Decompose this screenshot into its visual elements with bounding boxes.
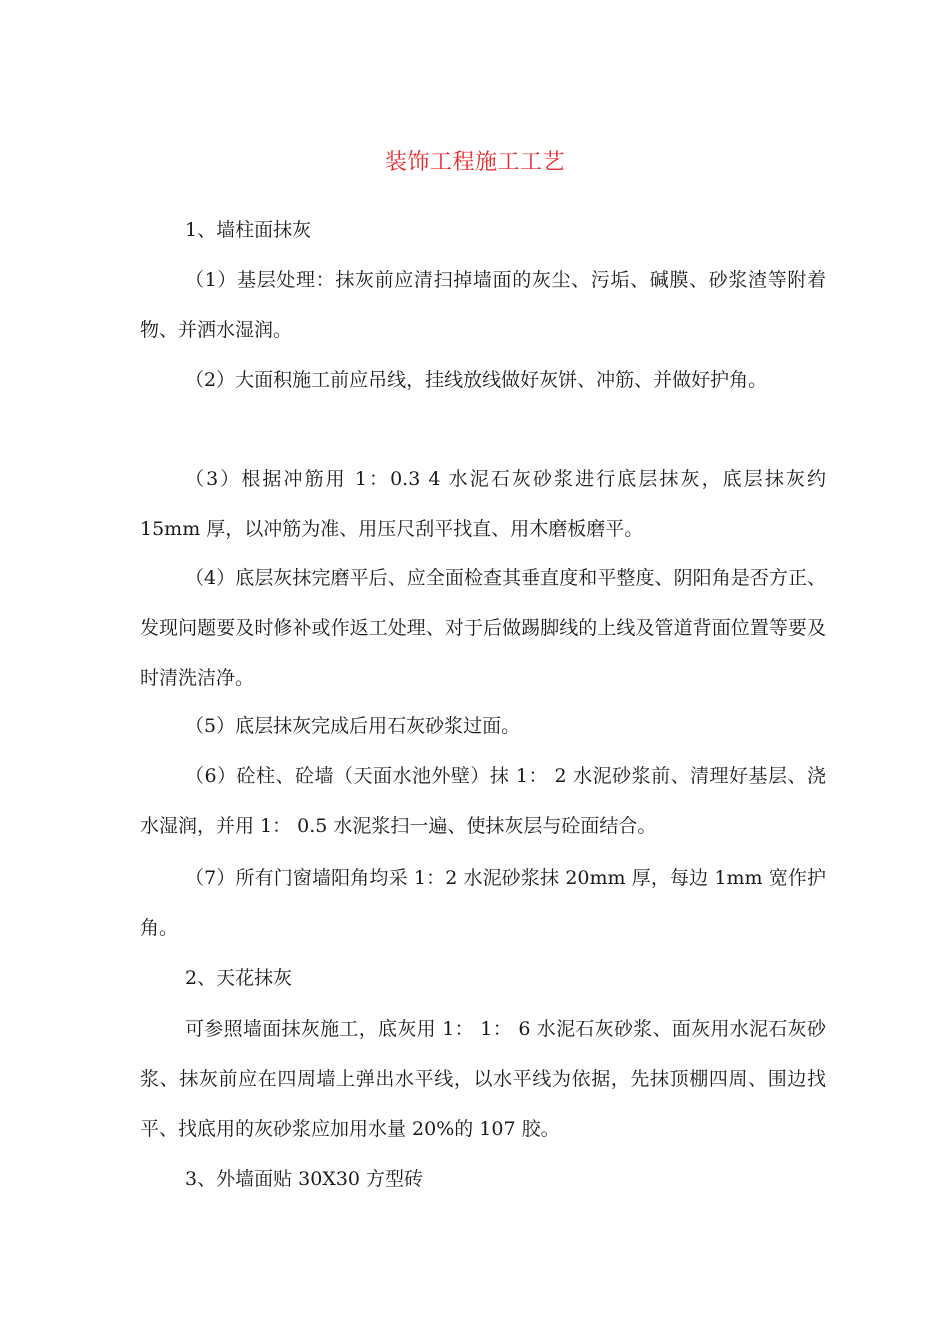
paragraph-1-2: （2）大面积施工前应吊线，挂线放线做好灰饼、冲筋、并做好护角。	[185, 369, 768, 391]
section-heading-2: 2、天花抹灰	[185, 967, 293, 989]
paragraph-1-4: （4）底层灰抹完磨平后、应全面检查其垂直度和平整度、阴阳角是否方正、发现问题要及时修补或作返工处理、对于后做踢脚线的上线及管道背面位置等要及时清洗洁净。	[140, 567, 826, 689]
paragraph-1-1: （1）基层处理：抹灰前应清扫掉墙面的灰尘、污垢、碱膜、砂浆渣等附着物、并洒水湿润。	[140, 269, 826, 341]
paragraph-1-7: （7）所有门窗墙阳角均采 1：2 水泥砂浆抹 20mm 厚，每边 1mm 宽作护角。	[140, 867, 826, 939]
paragraph-2-1: 可参照墙面抹灰施工，底灰用 1： 1： 6 水泥石灰砂浆、面灰用水泥石灰砂浆、抹灰前应在四周墙上弹出水平线，以水平线为依据，先抹顶棚四周、围边找平、找底用的灰砂浆应加用水量 20%的 107 胶。	[140, 1018, 826, 1140]
paragraph-1-6: （6）砼柱、砼墙（天面水池外壁）抹 1： 2 水泥砂浆前、清理好基层、浇水湿润，并用 1： 0.5 水泥浆扫一遍、使抹灰层与砼面结合。	[140, 765, 826, 837]
paragraph-1-3: （3）根据冲筋用 1：0.3 4 水泥石灰砂浆进行底层抹灰，底层抹灰约 15mm 厚，以冲筋为准、用压尺刮平找直、用木磨板磨平。	[140, 468, 826, 540]
section-heading-3: 3、外墙面贴 30X30 方型砖	[185, 1168, 424, 1190]
section-heading-1: 1、墙柱面抹灰	[185, 219, 312, 241]
paragraph-1-5: （5）底层抹灰完成后用石灰砂浆过面。	[185, 715, 521, 737]
document-title: 装饰工程施工工艺	[384, 150, 565, 175]
